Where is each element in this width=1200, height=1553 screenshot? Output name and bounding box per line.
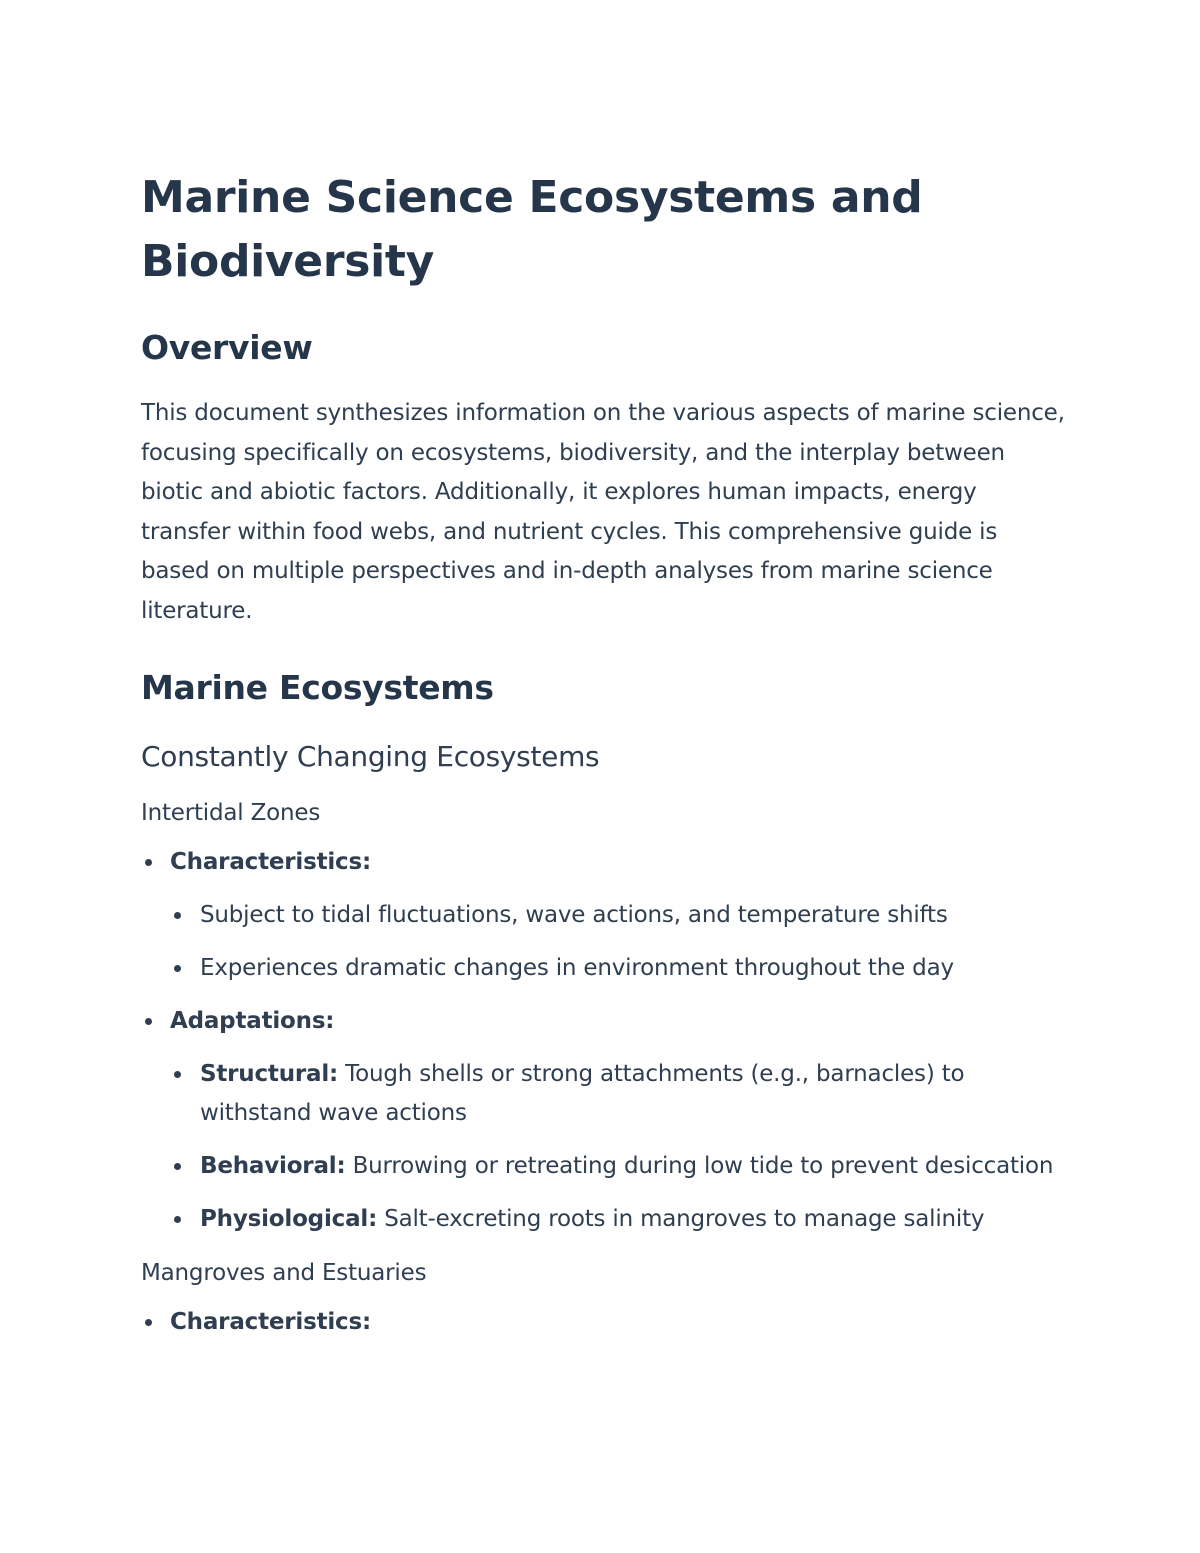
marine-ecosystems-heading: Marine Ecosystems (141, 667, 494, 707)
bullet-icon (174, 965, 181, 972)
list-item-text: Experiences dramatic changes in environment throughout the day (200, 954, 954, 981)
bullet-icon (174, 1071, 181, 1078)
bullet-icon (145, 1319, 152, 1326)
list-item (141, 1002, 1071, 1239)
list-item (170, 896, 1071, 935)
bullet-icon (145, 859, 152, 866)
intertidal-list (141, 843, 1071, 1239)
characteristics-sublist (170, 896, 1071, 988)
list-item (141, 843, 1071, 988)
bullet-icon (174, 1216, 181, 1223)
mangroves-list (141, 1303, 1071, 1342)
list-item-text: Subject to tidal fluctuations, wave actions, and temperature shifts (200, 901, 948, 928)
adaptation-label: Physiological: (200, 1205, 378, 1232)
list-item (170, 1200, 1071, 1239)
characteristics-label: Characteristics: (170, 848, 371, 875)
bullet-icon (174, 912, 181, 919)
document-page (141, 166, 1071, 1342)
adaptation-text: Salt-excreting roots in mangroves to manage salinity (384, 1205, 985, 1232)
mangroves-estuaries-heading: Mangroves and Estuaries (141, 1259, 427, 1286)
list-item (170, 1147, 1071, 1186)
overview-heading: Overview (141, 328, 313, 367)
document-title: Marine Science Ecosystems and Biodiversity (141, 172, 923, 287)
adaptation-label: Structural: (200, 1060, 339, 1087)
intertidal-zones-heading: Intertidal Zones (141, 799, 321, 826)
adaptations-label: Adaptations: (170, 1007, 335, 1034)
adaptations-sublist (170, 1055, 1071, 1239)
list-item (170, 1055, 1071, 1133)
adaptation-label: Behavioral: (200, 1152, 346, 1179)
adaptation-text: Tough shells or strong attachments (e.g., barnacles) to withstand wave actions (200, 1060, 965, 1126)
list-item (141, 1303, 1071, 1342)
list-item (170, 949, 1071, 988)
overview-paragraph: This document synthesizes information on the various aspects of marine science, focusing specifically on ecosystems, biodiversity, and the interplay between biotic and abiotic factors. Additionally, it explores human impacts, energy transfer within food webs, and nutrient cycles. This comprehensive guide is based on multiple perspectives and in-depth analyses from marine science literature. (141, 400, 1065, 624)
characteristics-label: Characteristics: (170, 1308, 371, 1335)
adaptation-text: Burrowing or retreating during low tide to prevent desiccation (352, 1152, 1054, 1179)
bullet-icon (174, 1163, 181, 1170)
changing-ecosystems-subheading: Constantly Changing Ecosystems (141, 739, 600, 773)
bullet-icon (145, 1018, 152, 1025)
